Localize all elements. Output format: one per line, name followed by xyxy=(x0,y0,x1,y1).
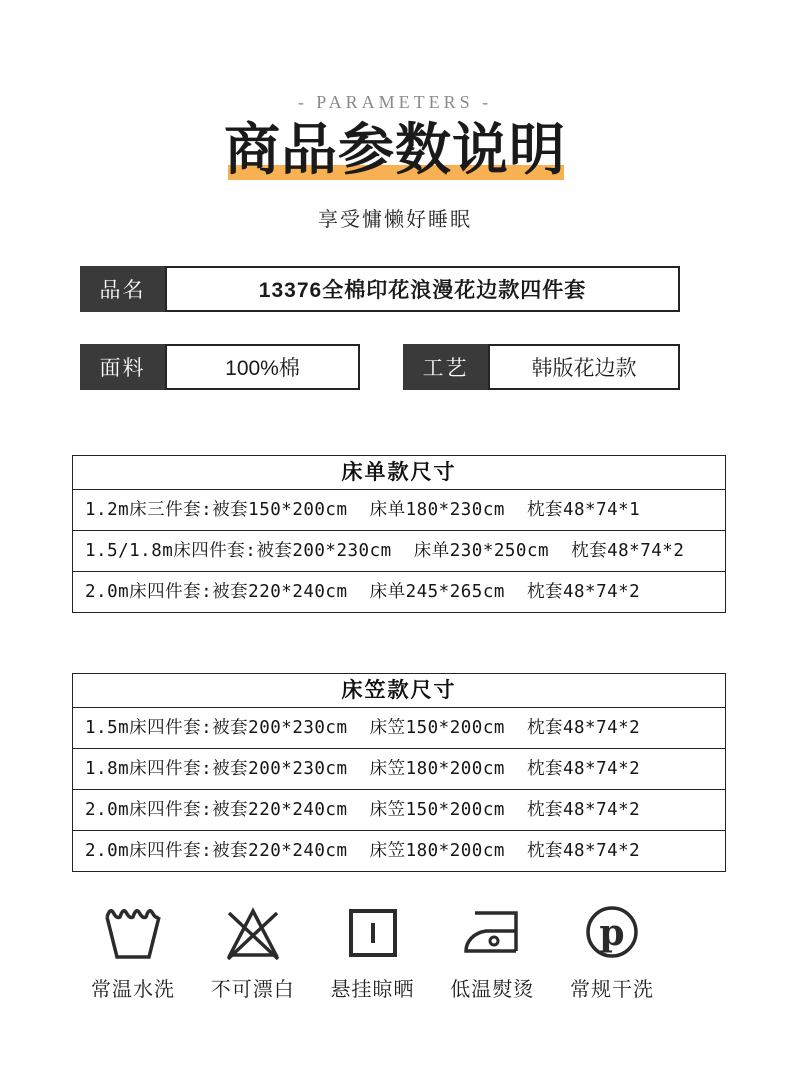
title-block xyxy=(0,118,790,182)
craft-value: 韩版花边款 xyxy=(488,344,680,390)
care-item-iron-low xyxy=(437,900,547,1002)
eyebrow-text: - PARAMETERS - xyxy=(297,92,493,112)
care-label: 常规干洗 xyxy=(570,979,654,1001)
no-bleach-icon xyxy=(220,900,286,966)
sheet-size-table xyxy=(72,455,726,613)
craft-label: 工艺 xyxy=(403,344,488,390)
dry-clean-icon xyxy=(579,900,645,966)
fabric-row xyxy=(80,344,360,390)
page-title: 商品参数说明 xyxy=(224,118,566,181)
care-label: 低温熨烫 xyxy=(450,979,535,1001)
fabric-value: 100%棉 xyxy=(165,344,360,390)
product-name-label: 品名 xyxy=(80,266,165,312)
care-item-dry-clean xyxy=(557,900,667,1002)
care-label: 常温水洗 xyxy=(91,979,175,1001)
care-instructions-row xyxy=(78,900,667,1002)
product-name-row xyxy=(80,266,680,312)
care-item-wash xyxy=(78,900,188,1002)
fabric-label: 面料 xyxy=(80,344,165,390)
table-row: 2.0m床四件套:被套220*240cm 床笠150*200cm 枕套48*74*2 xyxy=(73,790,725,831)
product-name-value: 13376全棉印花浪漫花边款四件套 xyxy=(165,266,680,312)
wash-tub-icon xyxy=(100,900,166,966)
craft-row xyxy=(403,344,680,390)
table-row: 2.0m床四件套:被套220*240cm 床单245*265cm 枕套48*74*2 xyxy=(85,582,641,602)
table-row: 1.2m床三件套:被套150*200cm 床单180*230cm 枕套48*74*1 xyxy=(73,490,725,531)
care-item-no-bleach xyxy=(198,900,308,1002)
fitted-size-table-title: 床笠款尺寸 xyxy=(73,674,725,708)
table-row: 1.5m床四件套:被套200*230cm 床笠150*200cm 枕套48*74*2 xyxy=(73,708,725,749)
title-wrap xyxy=(224,118,566,182)
iron-low-icon xyxy=(459,900,525,966)
care-label: 悬挂晾晒 xyxy=(330,979,415,1001)
care-item-hang-dry xyxy=(318,900,428,1002)
fitted-size-table xyxy=(72,673,726,872)
care-label: 不可漂白 xyxy=(210,979,295,1001)
table-row: 2.0m床四件套:被套220*240cm 床笠180*200cm 枕套48*74*2 xyxy=(85,841,641,861)
page-subtitle: 享受慵懒好睡眠 xyxy=(318,209,472,231)
table-row: 1.5/1.8m床四件套:被套200*230cm 床单230*250cm 枕套48*74*2 xyxy=(73,531,725,572)
table-row: 1.8m床四件套:被套200*230cm 床笠180*200cm 枕套48*74*2 xyxy=(73,749,725,790)
hang-dry-icon xyxy=(340,900,406,966)
sheet-size-table-title: 床单款尺寸 xyxy=(73,456,725,490)
dry-clean-p-glyph: p xyxy=(599,912,625,954)
